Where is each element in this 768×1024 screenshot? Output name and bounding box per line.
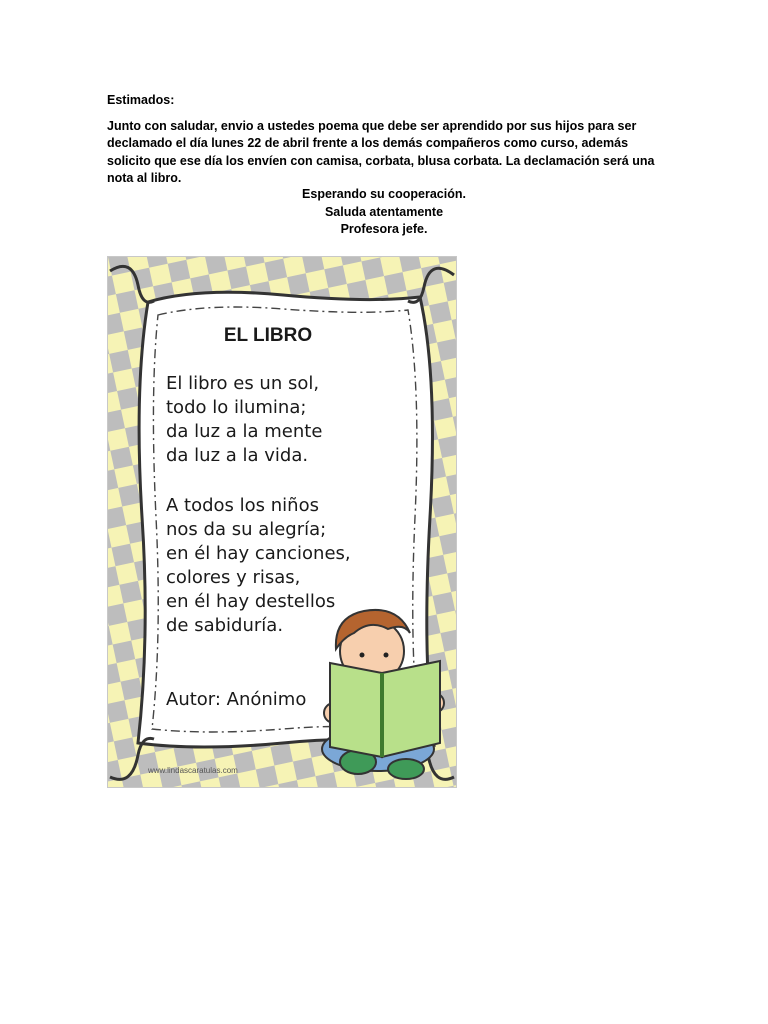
- poem-card-image: [107, 256, 457, 788]
- stanza2-line-2: nos da su alegría;: [166, 519, 327, 540]
- poem-author: Autor: Anónimo: [166, 689, 307, 710]
- stanza1-line-2: todo lo ilumina;: [166, 397, 307, 418]
- closing-line-3: Profesora jefe.: [340, 222, 428, 236]
- greeting: Estimados:: [107, 93, 175, 107]
- stanza1-line-4: da luz a la vida.: [166, 445, 309, 466]
- stanza2-line-5: en él hay destellos: [166, 591, 336, 612]
- stanza2-line-3: en él hay canciones,: [166, 543, 351, 564]
- letter-body: Junto con saludar, envio a ustedes poema que debe ser aprendido por sus hijos para ser declamado el día lunes 22 de abril frente a los demás compañeros como curso, además solicito que ese día los envíen con camisa, corbata, blusa corbata. La declamación será una nota al libro.: [107, 118, 655, 185]
- stanza1-line-1: El libro es un sol,: [166, 373, 320, 394]
- letter-closing: [107, 186, 661, 239]
- stanza2-line-6: de sabiduría.: [166, 615, 284, 636]
- closing-line-1: Esperando su cooperación.: [302, 187, 466, 201]
- stanza2-line-4: colores y risas,: [166, 567, 301, 588]
- book: [330, 663, 382, 757]
- letter-text: [107, 92, 667, 188]
- watermark: www.lindascaratulas.com: [148, 766, 238, 775]
- poem-title: EL LIBRO: [223, 325, 313, 346]
- closing-line-2: Saluda atentamente: [324, 204, 444, 219]
- stanza2-line-1: A todos los niños: [166, 495, 319, 516]
- stanza1-line-3: da luz a la mente: [166, 421, 323, 442]
